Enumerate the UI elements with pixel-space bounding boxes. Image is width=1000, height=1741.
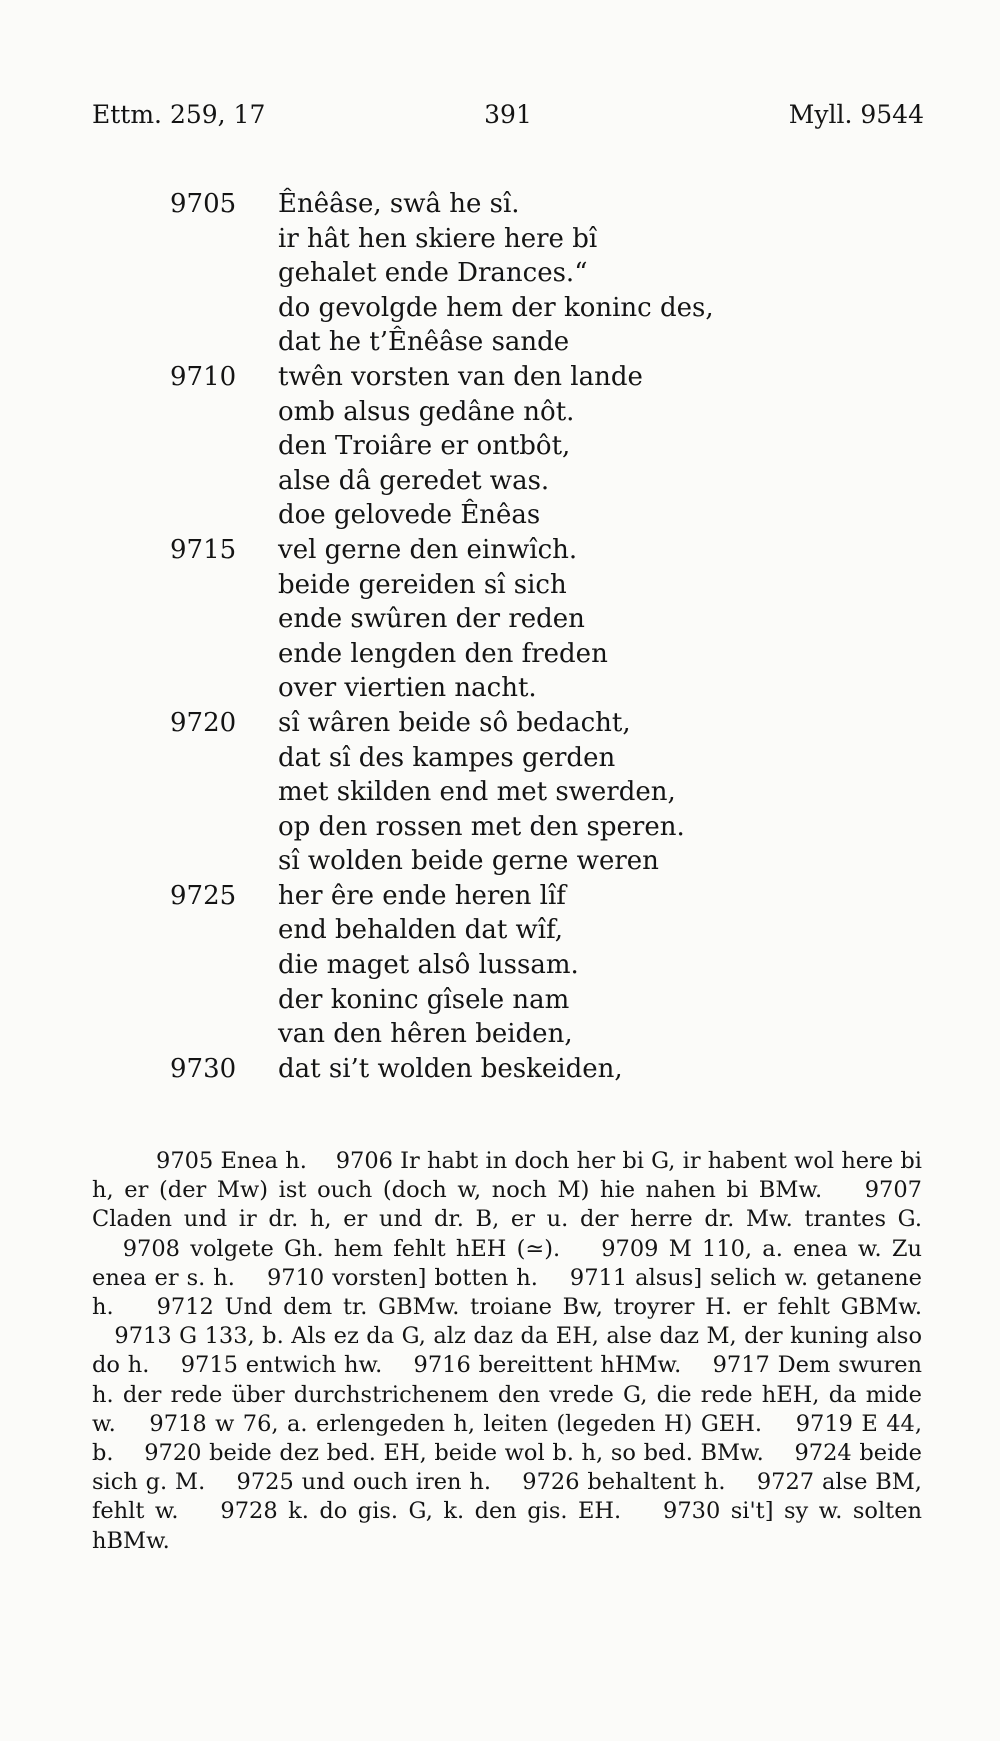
apparatus-entry: 9713 G 133, b. Als ez da G, alz daz da EH, alse daz M, der kuning also do h. [92,1323,922,1379]
verse-text: met skilden end met swerden, [278,777,676,808]
verse-line [170,498,870,533]
verse-line [170,913,870,948]
verse-line [170,256,870,291]
verse-line [170,568,870,603]
verse-line [170,222,870,257]
verse-text: end behalden dat wîf, [278,915,564,946]
verse-number [170,568,278,603]
verse-line [170,948,870,983]
apparatus-entry: 9727 alse BM, fehlt w. [92,1469,922,1525]
verse-line [170,1017,870,1052]
verse-text: alse dâ geredet was. [278,465,550,496]
apparatus-entry: 9716 bereittent hHMw. [413,1352,682,1379]
verse-text: over viertien nacht. [278,673,537,704]
apparatus-entry: 9715 entwich hw. [180,1352,383,1379]
verse-text: sî wâren beide sô bedacht, [278,707,631,738]
verse-number [170,671,278,706]
verse-number [170,395,278,430]
apparatus-entry: 9705 Enea h. [156,1148,307,1174]
apparatus-entry: 9708 volgete Gh. hem fehlt hEH (≃). [122,1235,561,1262]
apparatus-entry: 9706 Ir habt in doch her bi G, ir habent wol here bi h, er (der Mw) ist ouch (doch w, noch M) hie nahen bi BMw. [92,1148,922,1204]
verse-number [170,810,278,845]
verse-number: 9720 [170,707,237,738]
apparatus-entry: 9725 und ouch iren h. [236,1469,491,1496]
verse-text: Ênêâse, swâ he sî. [278,189,520,219]
verse-line [170,429,870,464]
verse-number [170,602,278,637]
verse-line [170,533,870,568]
verse-number [170,1017,278,1052]
verse-number [170,948,278,983]
running-head [92,100,924,140]
verse-text: den Troiâre er ontbôt, [278,431,571,462]
verse-number: 9705 [170,189,237,219]
apparatus-entry: 9712 Und dem tr. GBMw. troiane Bw, troyrer H. er fehlt GBMw. [156,1294,922,1321]
verse-text: die maget alsô lussam. [278,950,579,981]
verse-line [170,464,870,499]
apparatus-entry: 9728 k. do gis. G, k. den gis. EH. [220,1498,622,1525]
verse-text: her êre ende heren lîf [278,880,566,911]
apparatus-entry: 9719 E 44, b. [92,1410,922,1467]
verse-text: doe gelovede Ênêas [278,500,541,531]
verse-number [170,222,278,257]
verse-text: vel gerne den einwîch. [278,534,578,565]
verse-number [170,291,278,326]
verse-text: do gevolgde hem der koninc des, [278,292,714,323]
apparatus-entry: 9710 vorsten] botten h. [266,1264,538,1291]
verse-line [170,844,870,879]
verse-number [170,913,278,948]
verse-number [170,741,278,776]
verse-number [170,637,278,672]
verse-number [170,498,278,533]
verse-line [170,775,870,810]
verse-text: der koninc gîsele nam [278,984,570,1015]
verse-text: twên vorsten van den lande [278,361,643,392]
apparatus-entry: 9718 w 76, a. erlengeden h, leiten (legeden H) GEH. [149,1410,763,1437]
critical-apparatus [92,1147,922,1556]
page-number: 391 [484,100,532,129]
verse-line [170,671,870,706]
verse-text: op den rossen met den speren. [278,811,685,842]
apparatus-entry: 9724 beide sich g. M. [92,1440,922,1496]
verse-line [170,637,870,672]
verse-number [170,844,278,879]
verse-line [170,741,870,776]
verse-number: 9725 [170,880,237,911]
verse-line [170,395,870,430]
verse-line [170,1052,870,1087]
verse-text: ir hât hen skiere here bî [278,223,598,254]
verse-text: ende lengden den freden [278,638,608,669]
verse-line [170,325,870,360]
apparatus-entry: 9720 beide dez bed. EH, beide wol b. h, so bed. BMw. [144,1440,764,1467]
verse-text: beide gereiden sî sich [278,569,567,600]
verse-number [170,256,278,291]
verse-number [170,775,278,810]
verse-line [170,360,870,395]
apparatus-entry: 9709 M 110, a. enea w. Zu enea er s. h. [92,1235,922,1291]
apparatus-entry: 9726 behaltent h. [522,1469,726,1496]
verse-number: 9710 [170,361,237,392]
verse-number [170,464,278,499]
verse-line [170,602,870,637]
header-right-reference: Myll. 9544 [788,100,924,129]
apparatus-entry: 9717 Dem swuren h. der rede über durchstrichenem den vrede G, die rede hEH, da mide w. [92,1352,923,1437]
verse-line [170,810,870,845]
verse-number [170,983,278,1018]
verse-text: sî wolden beide gerne weren [278,846,659,877]
verse-text: ende swûren der reden [278,604,585,635]
verse-text: gehalet ende Drances.“ [278,258,588,289]
verse-line [170,983,870,1018]
apparatus-entry: 9711 alsus] selich w. getanene h. [92,1264,922,1321]
verse-text: van den hêren beiden, [278,1019,573,1050]
verse-text: dat he t’Ênêâse sande [278,327,570,358]
apparatus-entry: 9730 si't] sy w. solten hBMw. [92,1498,923,1554]
header-left-reference: Ettm. 259, 17 [92,100,266,129]
verse-text: dat si’t wolden beskeiden, [278,1053,623,1084]
verse-text: omb alsus gedâne nôt. [278,396,575,427]
verse-line [170,291,870,326]
verse-line [170,879,870,914]
verse-number [170,429,278,464]
verse-text-block [170,187,870,1086]
verse-line [170,187,870,222]
verse-number: 9715 [170,534,237,565]
verse-line [170,706,870,741]
apparatus-entry: 9707 Claden und ir dr. h, er und dr. B, er u. der herre dr. Mw. trantes G. [92,1177,922,1233]
verse-text: dat sî des kampes gerden [278,742,616,773]
verse-number: 9730 [170,1053,237,1084]
verse-number [170,325,278,360]
